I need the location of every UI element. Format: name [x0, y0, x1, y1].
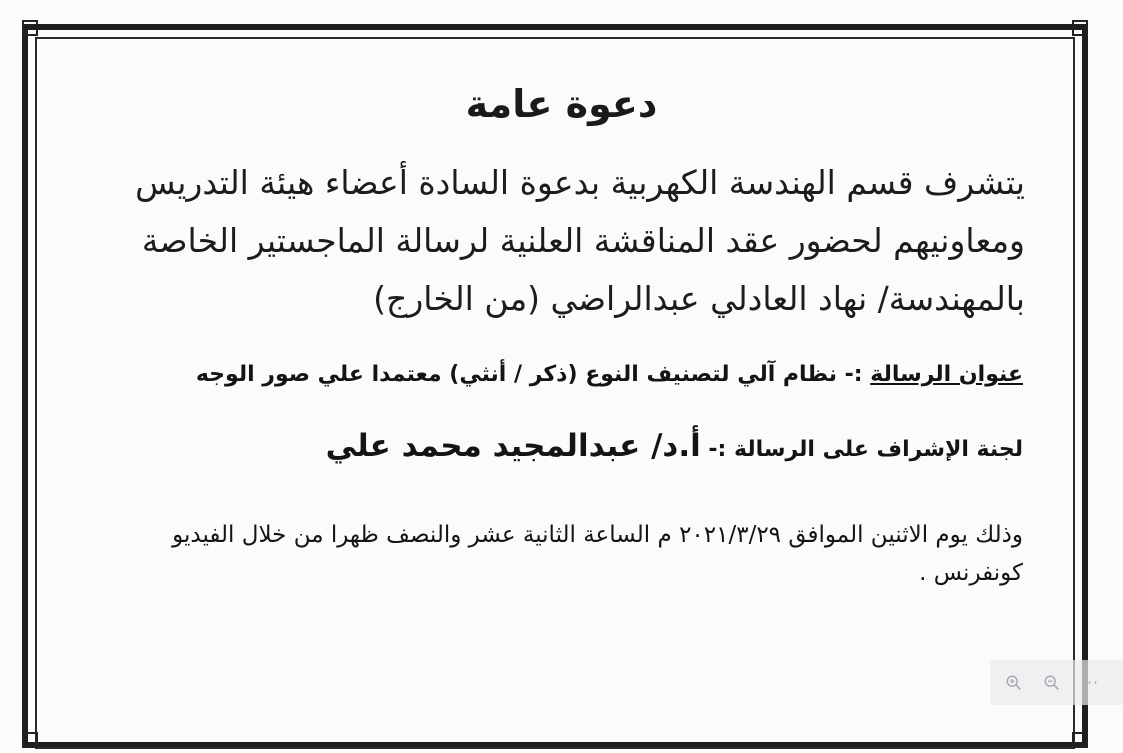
corner-ornament	[22, 20, 38, 36]
schedule-line: وذلك يوم الاثنين الموافق ٢٠٢١/٣/٢٩ م الساعة الثانية عشر والنصف ظهرا من خلال الفيديو	[172, 522, 1023, 548]
thesis-title: :- نظام آلي لتصنيف النوع (ذكر / أنثي) معتمدا علي صور الوجه	[195, 362, 871, 387]
zoom-in-icon	[1005, 674, 1023, 692]
schedule-paragraph	[63, 516, 1023, 592]
invitation-paragraph	[95, 154, 1025, 328]
thesis-line	[196, 362, 1023, 387]
intro-line: بالمهندسة/ نهاد العادلي عبدالراضي (من الخارج)	[373, 279, 1025, 318]
intro-line: ومعاونيهم لحضور عقد المناقشة العلنية لرسالة الماجستير الخاصة	[141, 221, 1025, 260]
zoom-toolbar	[990, 660, 1123, 705]
zoom-in-button[interactable]	[1002, 671, 1026, 695]
zoom-out-icon	[1043, 674, 1061, 692]
corner-ornament	[1072, 732, 1088, 748]
corner-ornament	[1072, 20, 1088, 36]
document-title: دعوة عامة	[465, 82, 658, 126]
schedule-line: كونفرنس .	[919, 560, 1023, 586]
committee-member: أ.د/ عبدالمجيد محمد علي	[325, 428, 701, 464]
intro-line: يتشرف قسم الهندسة الكهربية بدعوة السادة أعضاء هيئة التدريس	[135, 163, 1025, 202]
more-icon[interactable]: ···	[1080, 673, 1100, 692]
thesis-label: عنوان الرسالة	[870, 362, 1023, 387]
zoom-out-button[interactable]	[1040, 671, 1064, 695]
corner-ornament	[22, 732, 38, 748]
inner-border	[35, 37, 1075, 749]
committee-line	[326, 428, 1023, 464]
committee-label: لجنة الإشراف على الرسالة :-	[700, 437, 1023, 462]
